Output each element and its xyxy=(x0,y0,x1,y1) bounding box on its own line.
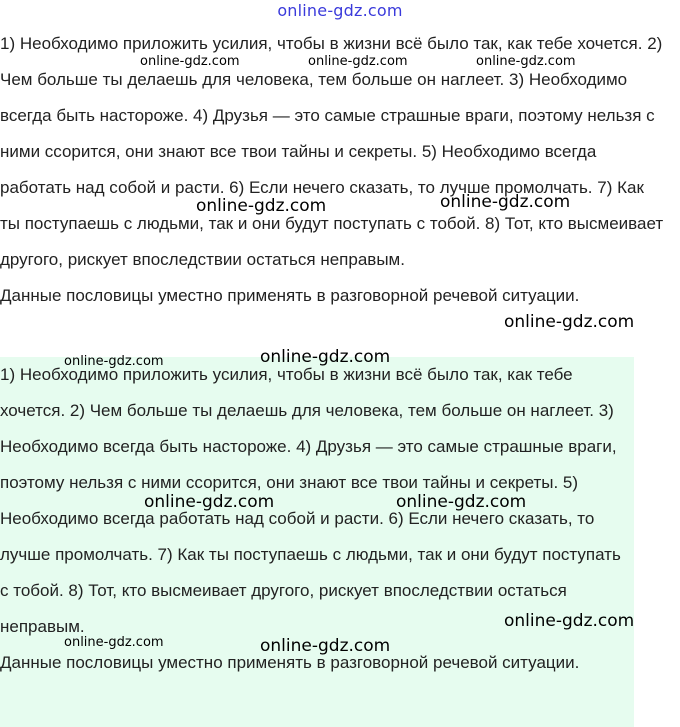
watermark: online-gdz.com xyxy=(64,354,164,369)
highlighted-answer-paragraph-2: Данные пословицы уместно применять в разговорной речевой ситуации. xyxy=(0,653,580,672)
site-header-watermark: online-gdz.com xyxy=(277,1,403,20)
watermark: online-gdz.com xyxy=(504,611,635,631)
watermark: online-gdz.com xyxy=(260,347,391,367)
highlighted-answer-block xyxy=(0,357,634,727)
watermark: online-gdz.com xyxy=(140,54,240,69)
watermark: online-gdz.com xyxy=(440,192,571,212)
original-answer-block xyxy=(0,26,666,314)
original-answer-paragraph-1: 1) Необходимо приложить усилия, чтобы в жизни всё было так, как тебе хочется. 2) Чем больше ты делаешь для человека, тем больше он наглеет. 3) Необходимо всегда быть настороже. 4) Друзья — это самые страшные враги, поэтому нельзя с ними ссорится, они знают все твои тайны и секреты. 5) Необходимо всегда работать над собой и расти. 6) Если нечего сказать, то лучше промолчать. 7) Как ты поступаешь с людьми, так и они будут поступать с тобой. 8) Тот, кто высмеивает другого, рискует впоследствии остаться неправым. xyxy=(0,34,664,269)
highlighted-answer-paragraph-1: 1) Необходимо приложить усилия, чтобы в жизни всё было так, как тебе хочется. 2) Чем больше ты делаешь для человека, тем больше он наглеет. 3) Необходимо всегда быть настороже. 4) Друзья — это самые страшные враги, поэтому нельзя с ними ссорится, они знают все твои тайны и секреты. 5) Необходимо всегда работать над собой и расти. 6) Если нечего сказать, то лучше промолчать. 7) Как ты поступаешь с людьми, так и они будут поступать с тобой. 8) Тот, кто высмеивает другого, рискует впоследствии остаться неправым. xyxy=(0,365,621,636)
watermark: online-gdz.com xyxy=(64,635,164,650)
watermark: online-gdz.com xyxy=(396,492,527,512)
watermark: online-gdz.com xyxy=(308,54,408,69)
watermark: online-gdz.com xyxy=(260,636,391,656)
watermark: online-gdz.com xyxy=(196,196,327,216)
watermark: online-gdz.com xyxy=(476,54,576,69)
watermark: online-gdz.com xyxy=(504,312,635,332)
watermark: online-gdz.com xyxy=(144,492,275,512)
original-answer-paragraph-2: Данные пословицы уместно применять в разговорной речевой ситуации. xyxy=(0,286,580,305)
